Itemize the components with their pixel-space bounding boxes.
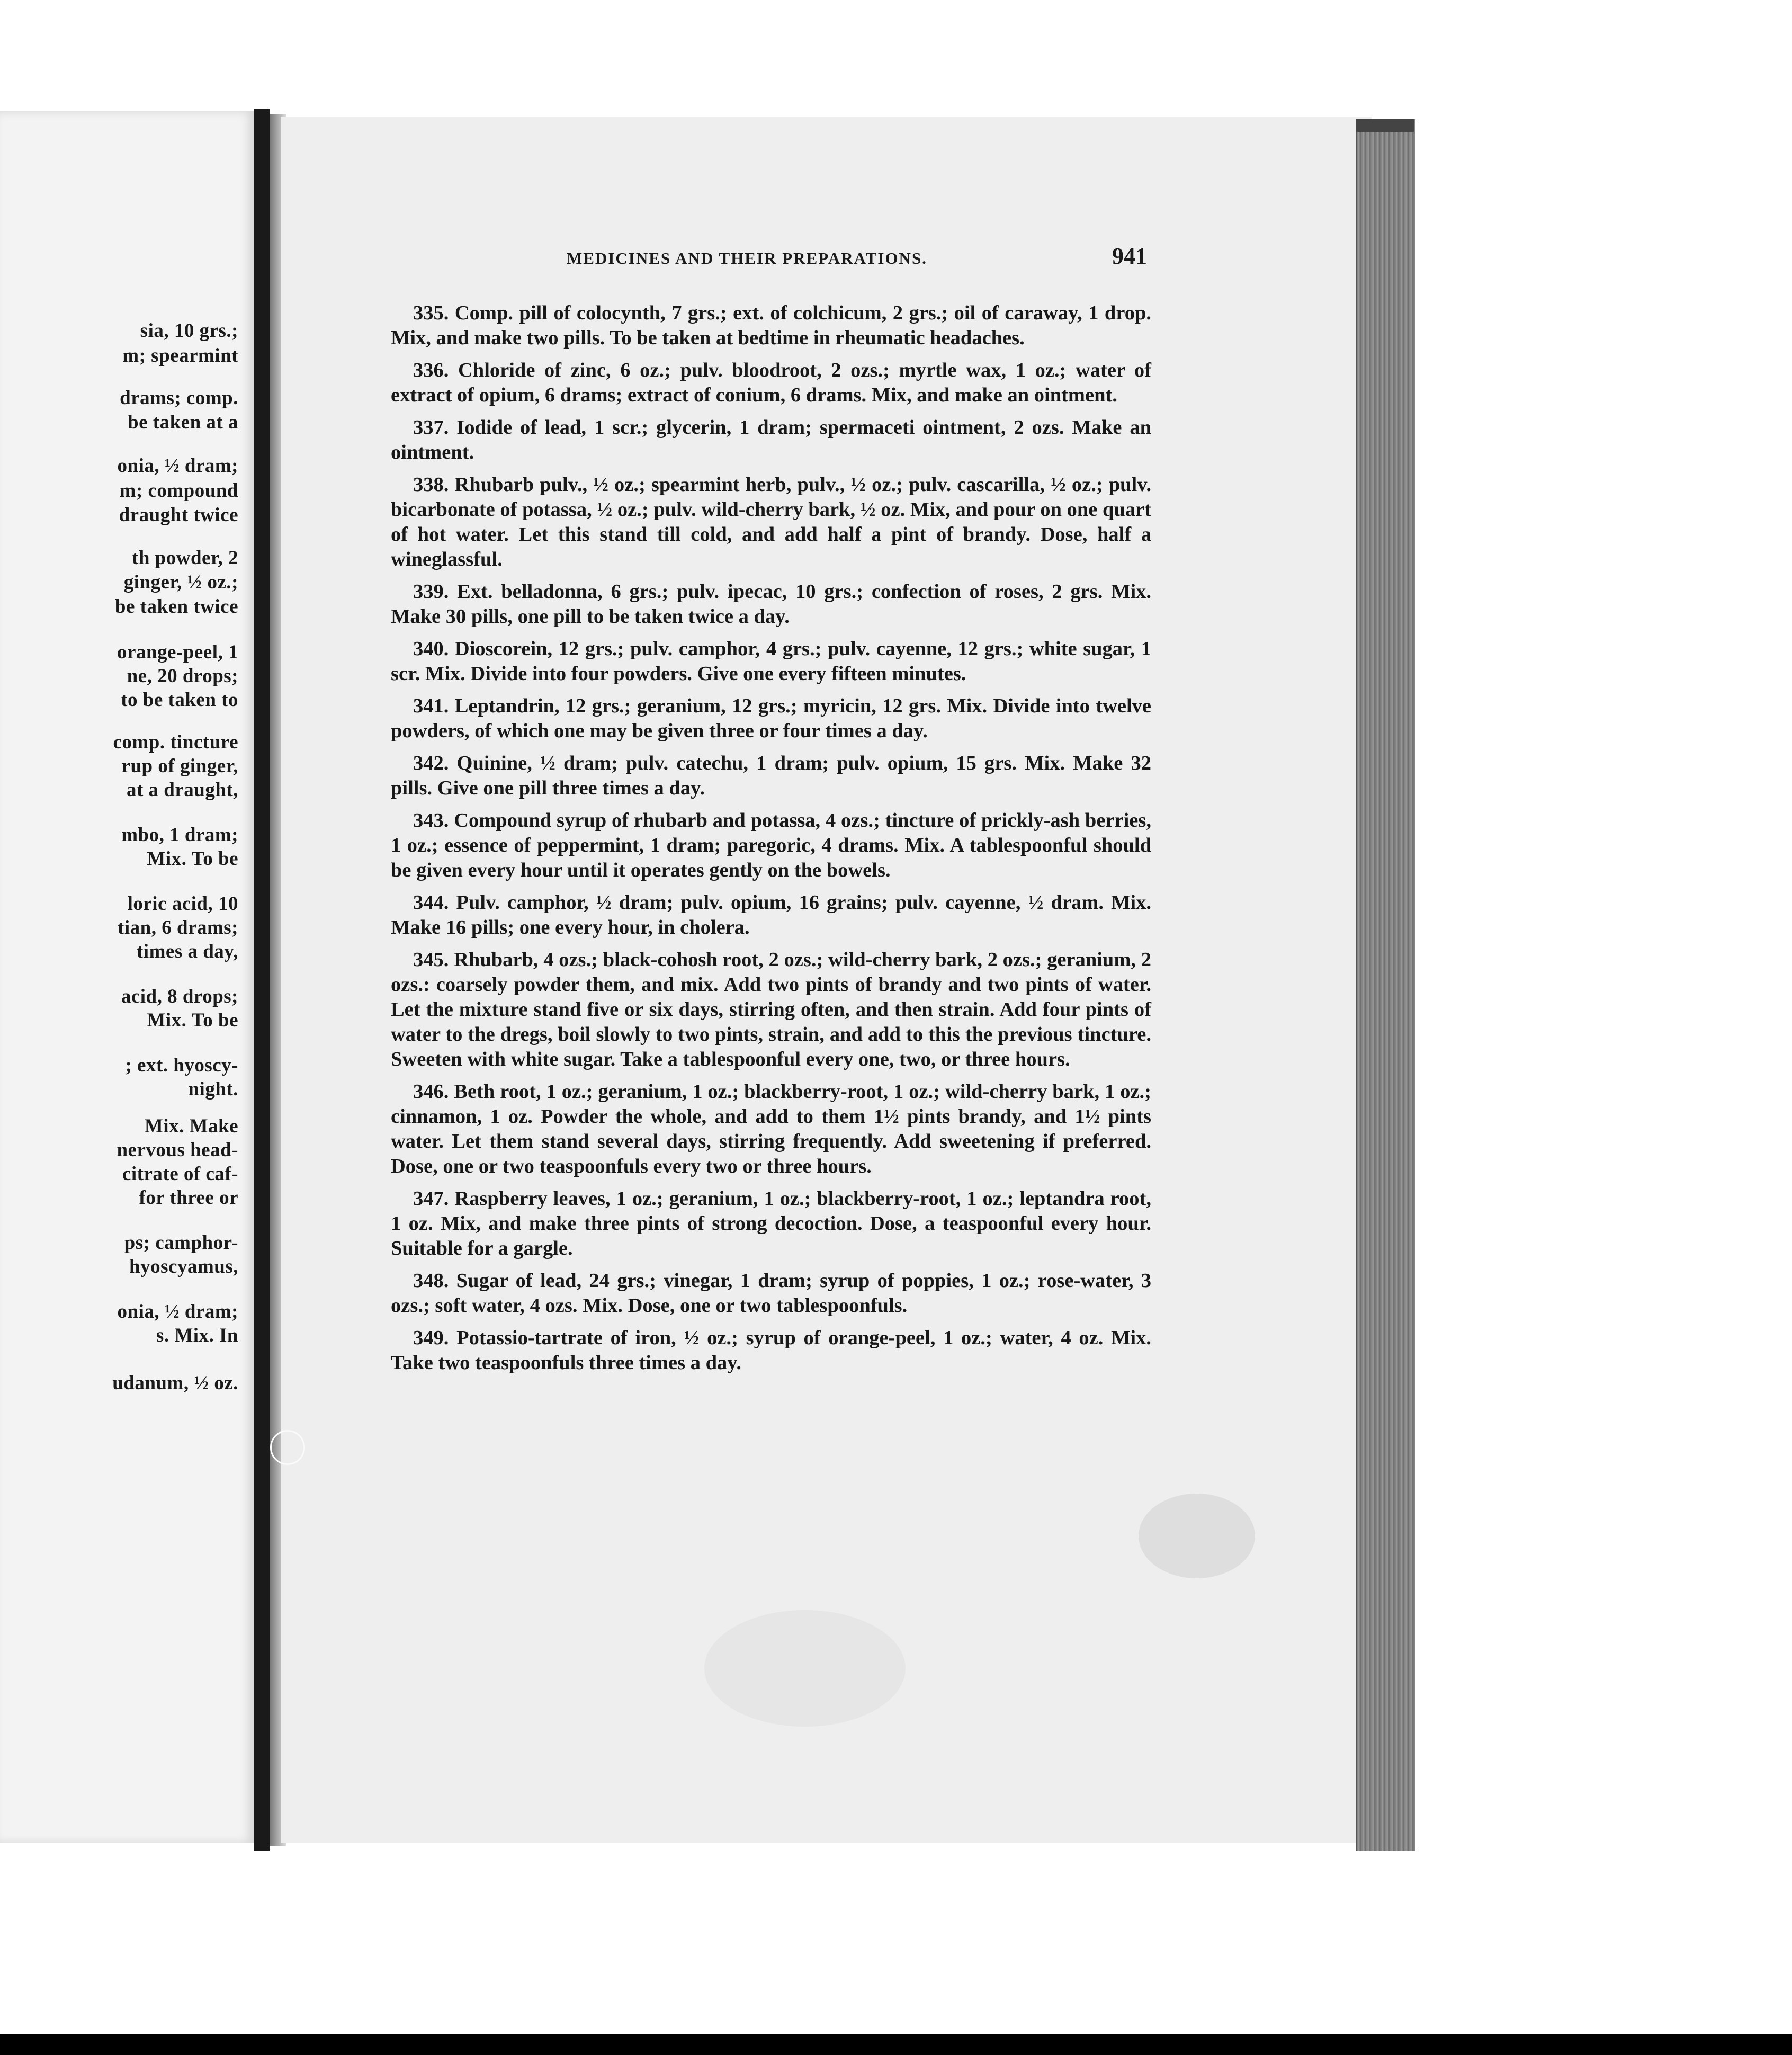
recipe-text: Iodide of lead, 1 scr.; glycerin, 1 dram; spermaceti ointment, 2 ozs. Make an ointment. <box>391 416 1152 463</box>
left-page-line: for three or <box>139 1187 238 1209</box>
scratch-mark <box>270 1430 305 1465</box>
left-page-line: drams; comp. <box>120 387 238 409</box>
recipe-item <box>391 694 1151 744</box>
recipe-number: 341. <box>413 695 449 717</box>
recipe-text: Quinine, ½ dram; pulv. catechu, 1 dram; pulv. opium, 15 grs. Mix. Make 32 pills. Give one pill three times a day. <box>391 752 1151 799</box>
recipe-text: Leptandrin, 12 grs.; geranium, 12 grs.; myricin, 12 grs. Mix. Divide into twelve powders, of which one may be given three or four times a day. <box>391 695 1152 742</box>
left-page-line: citrate of caf- <box>122 1163 238 1185</box>
scan-bottom-border <box>0 2034 1792 2055</box>
recipe-item <box>391 472 1151 572</box>
left-page-line: tian, 6 drams; <box>118 917 238 939</box>
left-page-line: onia, ½ dram; <box>117 455 238 477</box>
recipe-item <box>391 808 1151 883</box>
recipe-text: Raspberry leaves, 1 oz.; geranium, 1 oz.; blackberry-root, 1 oz.; leptandra root, 1 oz. Mix, and make three pints of strong decoction. Dose, a teaspoonful every hour. Suitable for a gargle. <box>391 1187 1152 1259</box>
left-page-line: m; spearmint <box>122 345 238 367</box>
recipe-text: Pulv. camphor, ½ dram; pulv. opium, 16 grains; pulv. cayenne, ½ dram. Mix. Make 16 pills; one every hour, in cholera. <box>391 891 1151 939</box>
recipe-item <box>391 1326 1151 1375</box>
left-page-line: Mix. To be <box>147 1009 238 1031</box>
left-page-line: rup of ginger, <box>121 755 238 777</box>
left-page-line: Mix. To be <box>147 848 238 870</box>
recipe-number: 336. <box>413 359 449 381</box>
stain-mark <box>704 1610 906 1727</box>
recipe-list <box>391 301 1151 1383</box>
recipe-number: 342. <box>413 752 449 774</box>
recipe-item <box>391 301 1151 351</box>
left-page-line: hyoscyamus, <box>129 1256 238 1277</box>
recipe-number: 339. <box>413 580 449 603</box>
recipe-text: Compound syrup of rhubarb and potassa, 4 ozs.; tincture of prickly-ash berries, 1 oz.; essence of peppermint, 1 dram; paregoric, 4 drams. Mix. A tablespoonful should be given every hour until it operates gently on the bowels. <box>391 809 1152 881</box>
left-page-line: ginger, ½ oz.; <box>123 571 238 593</box>
left-page-line: ; ext. hyoscy- <box>125 1055 238 1076</box>
left-page-line: nervous head- <box>117 1139 238 1161</box>
recipe-number: 343. <box>413 809 449 832</box>
recipe-item <box>391 358 1151 408</box>
recipe-number: 349. <box>413 1327 449 1349</box>
left-page-line: ne, 20 drops; <box>127 665 238 687</box>
left-page-line: loric acid, 10 <box>127 893 238 915</box>
recipe-text: Rhubarb pulv., ½ oz.; spearmint herb, pulv., ½ oz.; pulv. cascarilla, ½ oz.; pulv. bicarbonate of potassa, ½ oz.; pulv. wild-cherry bark, ½ oz. Mix, and pour on one quart of hot water. Let this stand till cold, and add half a pint of brandy. Dose, half a wineglassful. <box>391 473 1151 570</box>
left-page-line: sia, 10 grs.; <box>140 320 238 342</box>
recipe-text: Comp. pill of colocynth, 7 grs.; ext. of colchicum, 2 grs.; oil of caraway, 1 drop. Mix, and make two pills. To be taken at bedtime in rheumatic headaches. <box>391 302 1151 349</box>
recipe-number: 346. <box>413 1080 449 1103</box>
recipe-item <box>391 415 1151 465</box>
recipe-number: 344. <box>413 891 449 914</box>
recipe-item <box>391 1186 1151 1261</box>
recipe-text: Ext. belladonna, 6 grs.; pulv. ipecac, 10 grs.; confection of roses, 2 grs. Mix. Make 30 pills, one pill to be taken twice a day. <box>391 580 1152 628</box>
left-page-line: th powder, 2 <box>132 547 238 569</box>
recipe-text: Chloride of zinc, 6 oz.; pulv. bloodroot, 2 ozs.; myrtle wax, 1 oz.; water of extract of opium, 6 drams; extract of conium, 6 drams. Mix, and make an ointment. <box>391 359 1151 406</box>
page-number: 941 <box>1112 243 1147 269</box>
left-page-line: ps; camphor- <box>124 1232 238 1254</box>
left-page-line: onia, ½ dram; <box>117 1301 238 1323</box>
recipe-number: 347. <box>413 1187 449 1210</box>
recipe-text: Rhubarb, 4 ozs.; black-cohosh root, 2 ozs.; wild-cherry bark, 2 ozs.; geranium, 2 ozs.: coarsely powder them, and mix. Add two pints of brandy and two pints of water. Let the mixture stand five or six days, stirring often, and then strain. Add four pints of water to the dregs, boil slowly to two pints, strain, and add to this the previous tincture. Sweeten with white sugar. Take a tablespoonful every one, two, or three hours. <box>391 949 1152 1070</box>
left-page-line: be taken at a <box>128 412 238 433</box>
left-page-line: at a draught, <box>126 779 238 801</box>
recipe-item <box>391 1079 1151 1179</box>
left-page-line: comp. tincture <box>113 731 238 753</box>
recipe-item <box>391 751 1151 801</box>
recipe-number: 348. <box>413 1270 449 1292</box>
recipe-item <box>391 637 1151 686</box>
recipe-number: 340. <box>413 638 449 660</box>
book-gutter <box>254 109 270 1851</box>
left-page-line: mbo, 1 dram; <box>121 824 238 846</box>
left-page-line: Mix. Make <box>144 1115 238 1137</box>
recipe-item <box>391 948 1151 1072</box>
left-page-line: to be taken to <box>121 689 238 711</box>
recipe-number: 338. <box>413 473 449 496</box>
recipe-number: 345. <box>413 949 449 971</box>
recipe-text: Dioscorein, 12 grs.; pulv. camphor, 4 grs.; pulv. cayenne, 12 grs.; white sugar, 1 scr. Mix. Divide into four powders. Give one every fifteen minutes. <box>391 638 1151 685</box>
left-page-line: be taken twice <box>114 596 238 618</box>
left-page <box>0 111 254 1843</box>
page-edges <box>1356 119 1415 1851</box>
recipe-item <box>391 890 1151 940</box>
left-page-line: times a day, <box>136 941 238 962</box>
recipe-text: Beth root, 1 oz.; geranium, 1 oz.; blackberry-root, 1 oz.; wild-cherry bark, 1 oz.; cinnamon, 1 oz. Powder the whole, and add to them 1½ pints brandy, and 1½ pints water. Let them stand several days, stirring frequently. Add sweetening if preferred. Dose, one or two teaspoonfuls every two or three hours. <box>391 1080 1151 1177</box>
left-page-line: draught twice <box>119 504 238 526</box>
left-page-line: m; compound <box>119 480 238 502</box>
recipe-text: Sugar of lead, 24 grs.; vinegar, 1 dram; syrup of poppies, 1 oz.; rose-water, 3 ozs.; soft water, 4 ozs. Mix. Dose, one or two tablespoonfuls. <box>391 1270 1151 1317</box>
stain-mark <box>1139 1494 1255 1578</box>
left-page-line: orange-peel, 1 <box>117 641 238 663</box>
running-head: MEDICINES AND THEIR PREPARATIONS. <box>567 249 927 267</box>
recipe-text: Potassio-tartrate of iron, ½ oz.; syrup of orange-peel, 1 oz.; water, 4 oz. Mix. Take two teaspoonfuls three times a day. <box>391 1327 1151 1374</box>
left-page-line: s. Mix. In <box>156 1325 238 1346</box>
left-page-line: night. <box>188 1078 238 1100</box>
recipe-number: 335. <box>413 302 449 324</box>
recipe-number: 337. <box>413 416 449 439</box>
left-page-line: acid, 8 drops; <box>121 986 238 1007</box>
recipe-item <box>391 579 1151 629</box>
page-edges-top <box>1356 119 1414 132</box>
left-page-line: udanum, ½ oz. <box>112 1372 238 1394</box>
recipe-item <box>391 1268 1151 1318</box>
